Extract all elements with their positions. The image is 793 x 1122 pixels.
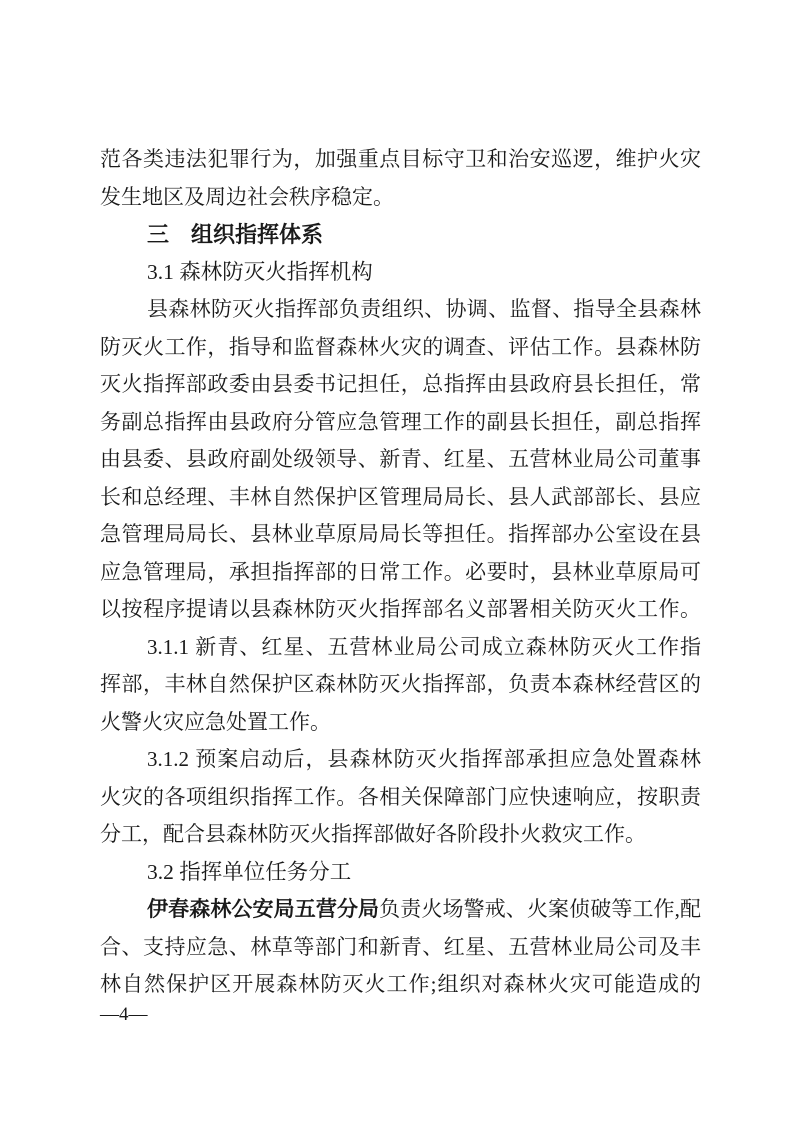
heading-3-1: 3.1 森林防灭火指挥机构 [147,259,373,284]
para-3-1-line: 急管理局局长、县林业草原局局长等担任。指挥部办公室设在县 [100,522,701,546]
para-3-1-2-line: 火灾的各项组织指挥工作。各相关保障部门应快速响应，按职责 [100,784,701,809]
para-3-1-2-line: 3.1.2 预案启动后，县森林防灭火指挥部承担应急处置森林 [147,747,701,771]
para-3-1-line: 县森林防灭火指挥部负责组织、协调、监督、指导全县森林 [147,297,701,321]
org-duty-text: 负责火场警戒、火案侦破等工作,配 [379,897,701,921]
para-3-1-1-line: 3.1.1 新青、红星、五营林业局公司成立森林防灭火工作指 [147,634,701,659]
para-3-1-line: 应急管理局，承担指挥部的日常工作。必要时，县林业草原局可 [100,559,701,584]
para-3-1-line: 以按程序提请以县森林防灭火指挥部名义部署相关防灭火工作。 [100,597,701,621]
para-3-2-lead-line: 合、支持应急、林草等部门和新青、红星、五营林业局公司及丰 [100,934,701,959]
para-3-2-lead-line [100,891,701,929]
para-3-1-1-line: 挥部，丰林自然保护区森林防灭火指挥部，负责本森林经营区的 [100,672,701,696]
heading-3-2: 3.2 指挥单位任务分工 [147,859,352,884]
para-3-1-1-line: 火警火灾应急处置工作。 [100,709,331,734]
para-prev-line: 发生地区及周边社会秩序稳定。 [100,184,394,209]
para-3-2-lead-line: 林自然保护区开展森林防灭火工作;组织对森林火灾可能造成的 [100,972,701,996]
org-name-bold: 伊春森林公安局五营分局 [147,898,380,921]
para-3-1-line: 防灭火工作，指导和监督森林火灾的调查、评估工作。县森林防 [100,334,701,359]
para-3-1-2-line: 分工，配合县森林防灭火指挥部做好各阶段扑火救灾工作。 [100,822,646,846]
para-3-1-line: 由县委、县政府副处级领导、新青、红星、五营林业局公司董事 [100,447,701,471]
para-3-1-line: 灭火指挥部政委由县委书记担任，总指挥由县政府县长担任，常 [100,372,701,396]
para-3-1-line: 长和总经理、丰林自然保护区管理局局长、县人武部部长、县应 [100,484,701,509]
para-3-1-line: 务副总指挥由县政府分管应急管理工作的副县长担任，副总指挥 [100,409,701,434]
para-prev-line: 范各类违法犯罪行为，加强重点目标守卫和治安巡逻，维护火灾 [100,147,701,171]
section-heading-3: 三 组织指挥体系 [147,222,324,247]
document-body [100,141,701,1004]
page-number: —4— [100,1004,148,1025]
